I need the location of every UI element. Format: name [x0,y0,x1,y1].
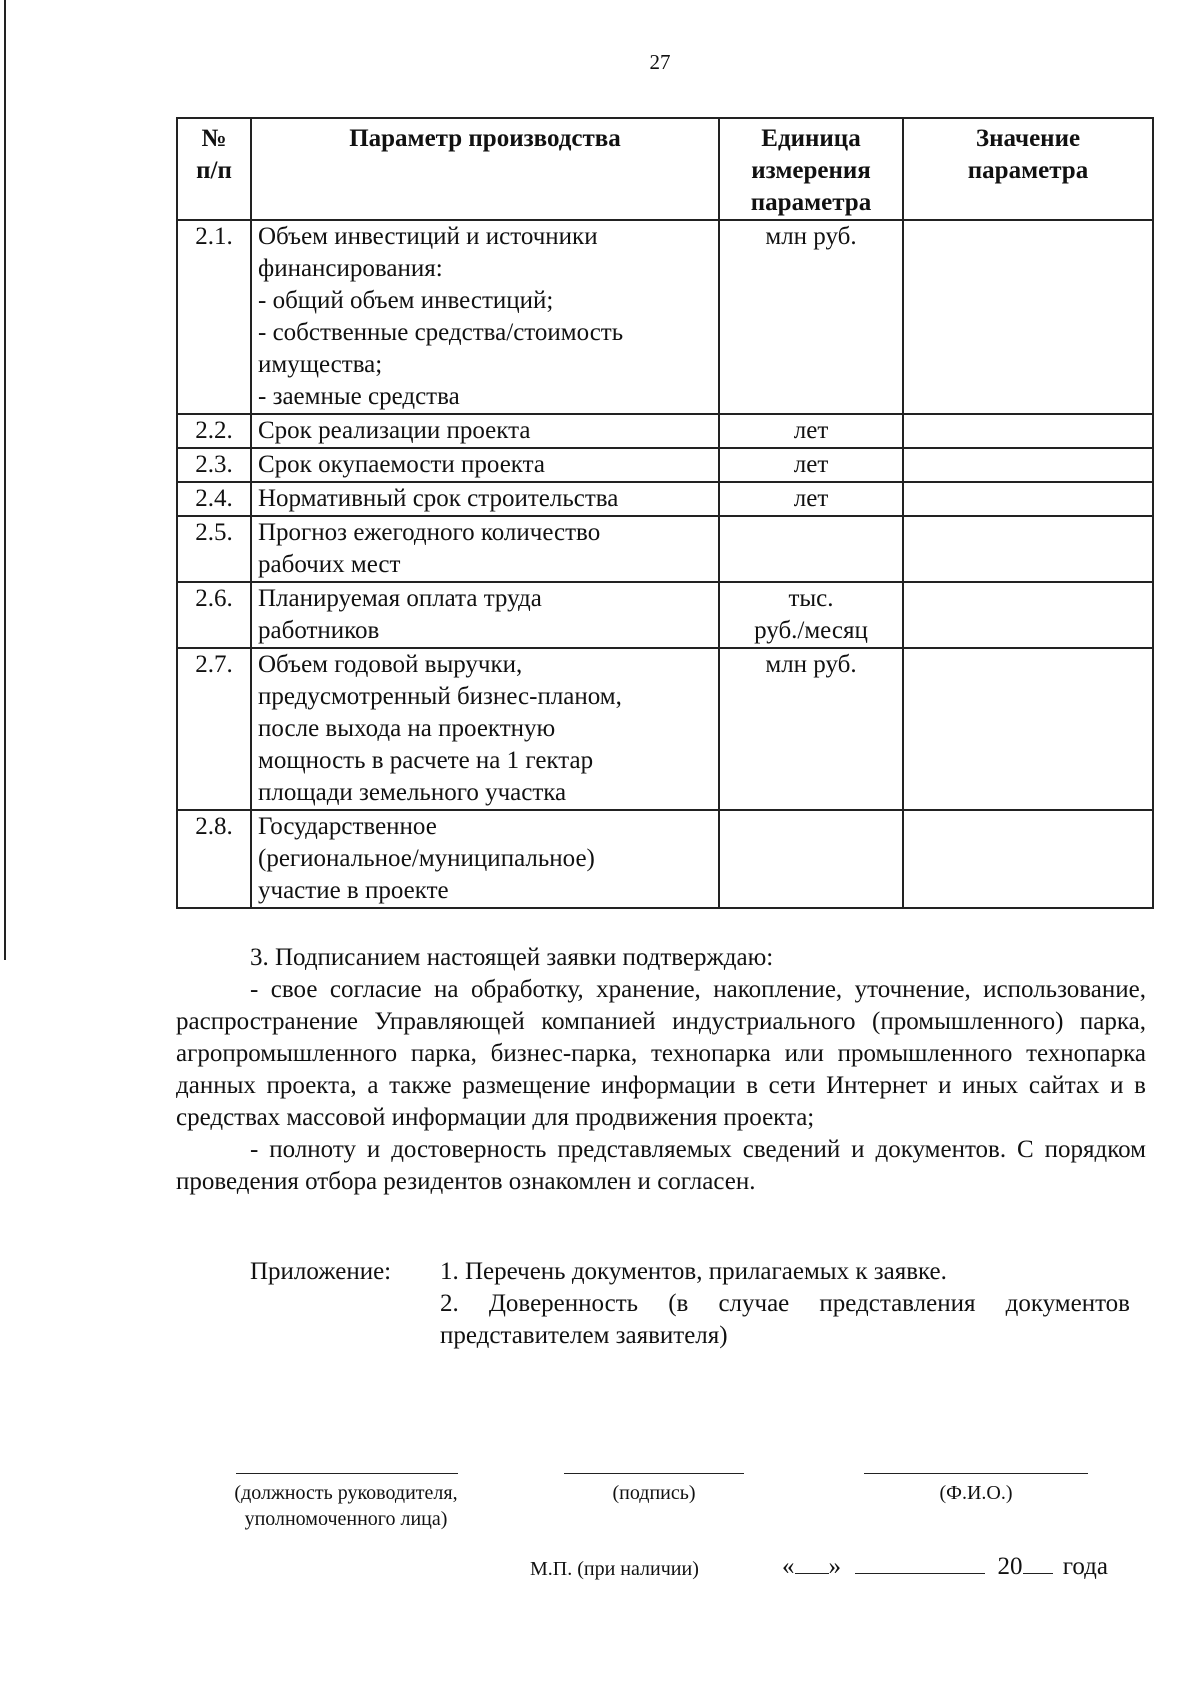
confirmation-heading: 3. Подписанием настоящей заявки подтверждаю: [250,944,774,971]
date-close-quote: » [828,1553,841,1580]
date-field [782,1551,1108,1581]
header-unit-line: Единица [761,125,861,152]
row-num: 2.3. [177,448,251,482]
table-header-row [177,118,1153,220]
param-line: предусмотренный бизнес-планом, [258,683,622,710]
row-value[interactable] [903,648,1153,810]
param-line: Срок реализации проекта [258,417,531,444]
param-line: (региональное/муниципальное) [258,845,595,872]
row-num: 2.5. [177,516,251,582]
param-line: мощность в расчете на 1 гектар [258,747,594,774]
param-line: Объем инвестиций и источники [258,223,598,250]
row-value[interactable] [903,482,1153,516]
header-num-line: п/п [196,157,232,184]
param-line: Государственное [258,813,437,840]
confirmation-item-consent: - свое согласие на обработку, хранение, накопление, уточнение, использование, распространение Управляющей компанией индустриального (промышленного) парка, агропромышленного парка, бизнес-парка, технопарка или промышленного технопарка данных проекта, а также размещение информации в сети Интернет и иных сайтах и в средствах массовой информации для продвижения проекта; [176,976,1146,1131]
row-param [251,482,719,516]
table-row [177,810,1153,908]
unit-line: тыс. [788,585,834,612]
position-caption [210,1480,482,1532]
header-unit [719,118,903,220]
attachment-item: 1. Перечень документов, прилагаемых к заявке. [440,1258,947,1285]
param-line: финансирования: [258,255,443,282]
param-line: Нормативный срок строительства [258,485,619,512]
table-row [177,582,1153,648]
table-row [177,648,1153,810]
param-line: Планируемая оплата труда [258,585,542,612]
row-num: 2.4. [177,482,251,516]
param-line: после выхода на проектную [258,715,556,742]
table-row [177,220,1153,414]
row-value[interactable] [903,220,1153,414]
header-value [903,118,1153,220]
date-open-quote: « [782,1553,795,1580]
row-param [251,220,719,414]
header-num-line: № [201,125,227,152]
param-line: Срок окупаемости проекта [258,451,545,478]
unit-line: руб./месяц [754,617,868,644]
param-line: - собственные средства/стоимость [258,319,624,346]
row-param [251,414,719,448]
row-param [251,810,719,908]
row-num: 2.7. [177,648,251,810]
row-num: 2.8. [177,810,251,908]
month-blank[interactable] [855,1551,985,1574]
row-value[interactable] [903,414,1153,448]
year-prefix: 20 [997,1553,1023,1580]
param-line: площади земельного участка [258,779,567,806]
param-line: участие в проекте [258,877,449,904]
row-unit [719,482,903,516]
header-num [177,118,251,220]
table-row [177,482,1153,516]
table-row [177,448,1153,482]
row-unit [719,648,903,810]
param-line: Прогноз ежегодного количество [258,519,601,546]
param-line: - общий объем инвестиций; [258,287,554,314]
position-signature-line[interactable] [236,1473,458,1474]
param-line: рабочих мест [258,551,401,578]
unit-line: лет [793,451,829,478]
stamp-note: М.П. (при наличии) [530,1558,699,1580]
row-unit [719,516,903,582]
confirmation-item-completeness: - полноту и достоверность представляемых сведений и документов. С порядком проведения отбора резидентов ознакомлен и согласен. [176,1136,1146,1195]
day-blank[interactable] [795,1551,829,1574]
row-unit [719,220,903,414]
signature-caption: (подпись) [612,1482,696,1504]
row-num: 2.2. [177,414,251,448]
header-param: Параметр производства [251,118,719,220]
unit-line: млн руб. [765,223,857,250]
row-value[interactable] [903,810,1153,908]
row-unit [719,414,903,448]
header-value-line: параметра [967,157,1089,184]
row-unit [719,448,903,482]
row-param [251,516,719,582]
signature-line[interactable] [564,1473,744,1474]
param-line: работников [258,617,380,644]
name-signature-line[interactable] [864,1473,1088,1474]
row-num: 2.1. [177,220,251,414]
header-value-line: Значение [975,125,1081,152]
unit-line: млн руб. [765,651,857,678]
confirmation-section [176,942,1146,1198]
year-blank[interactable] [1023,1551,1053,1574]
year-suffix: года [1062,1553,1108,1580]
scan-edge-line [4,0,6,960]
unit-line: лет [793,485,829,512]
table-row [177,516,1153,582]
param-line: Объем годовой выручки, [258,651,523,678]
parameters-table [176,117,1154,909]
table-row [177,414,1153,448]
row-value[interactable] [903,448,1153,482]
unit-line: лет [793,417,829,444]
attachments-list [440,1256,1130,1352]
row-value[interactable] [903,582,1153,648]
row-param [251,448,719,482]
page-number: 27 [649,50,671,74]
row-value[interactable] [903,516,1153,582]
attachments-label: Приложение: [250,1258,392,1285]
header-unit-line: измерения [751,157,871,184]
param-line: имущества; [258,351,383,378]
row-param [251,582,719,648]
header-unit-line: параметра [750,189,872,216]
row-unit [719,582,903,648]
position-caption-line: (должность руководителя, [234,1482,458,1504]
name-caption: (Ф.И.О.) [939,1482,1013,1504]
row-unit [719,810,903,908]
position-caption-line: уполномоченного лица) [244,1508,448,1530]
row-num: 2.6. [177,582,251,648]
row-param [251,648,719,810]
attachment-item: 2. Доверенность (в случае представления документов представителем заявителя) [440,1290,1130,1349]
param-line: - заемные средства [258,383,460,410]
